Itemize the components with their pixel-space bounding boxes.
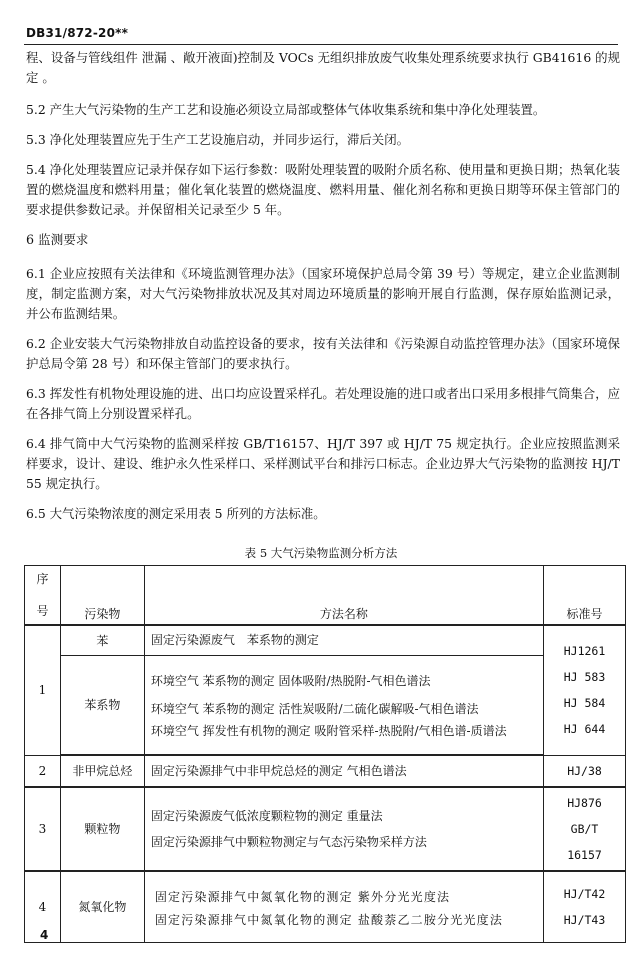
table-row (25, 755, 626, 787)
row-method (144, 755, 543, 787)
standard-code: HJ 644 (563, 722, 606, 737)
header-seq-line-1: 序 (36, 572, 49, 586)
method-line: 固定污染源废气低浓度颗粒物的测定 重量法 (150, 808, 383, 823)
method-line: 固定污染源排气中非甲烷总烃的测定 气相色谱法 (150, 763, 407, 778)
paragraph-continuation: 程、设备与管线组件 泄漏 、敞开液面)控制及 VOCs 无组织排放废气收集处理系统要求执行 GB41616 的规定 。 (26, 50, 620, 85)
row-standards (544, 871, 626, 943)
header-seq (25, 566, 61, 626)
row-standards (544, 625, 626, 755)
standard-code: HJ/T43 (563, 912, 606, 927)
monitoring-methods-table (24, 565, 626, 943)
header-standard: 标准号 (544, 566, 626, 626)
method-line: 环境空气 苯系物的测定 固体吸附/热脱附-气相色谱法 (150, 673, 431, 688)
method-line: 环境空气 苯系物的测定 活性炭吸附/二硫化碳解吸-气相色谱法 (150, 701, 479, 716)
row-pollutant: 非甲烷总烃 (60, 755, 144, 787)
header-seq-line-2: 号 (36, 604, 49, 618)
paragraph-6-3: 6.3 挥发性有机物处理设施的进、出口均应设置采样孔。若处理设施的进口或者出口采用多根排气筒集合，应在各排气筒上分别设置采样孔。 (26, 386, 620, 421)
row-seq: 1 (25, 625, 61, 755)
paragraph-6-2: 6.2 企业安装大气污染物排放自动监控设备的要求，按有关法律和《污染源自动监控管理办法》（国家环境保护总局令第 28 号）和环保主管部门的要求执行。 (26, 336, 620, 371)
document-body (26, 48, 620, 534)
row-seq: 4 (25, 871, 61, 943)
header-pollutant: 污染物 (60, 566, 144, 626)
method-line: 固定污染源排气中颗粒物测定与气态污染物采样方法 (150, 834, 427, 849)
table-row (25, 871, 626, 943)
method-line: 固定污染源废气 苯系物的测定 (150, 633, 319, 648)
row-method (144, 871, 543, 943)
method-line: 环境空气 挥发性有机物的测定 吸附管采样-热脱附/气相色谱-质谱法 (150, 723, 507, 738)
header-method: 方法名称 (144, 566, 543, 626)
method-line: 固定污染源排气中氮氧化物的测定 盐酸萘乙二胺分光光度法 (154, 912, 504, 927)
row-pollutant: 苯系物 (60, 655, 144, 755)
table-row (25, 787, 626, 871)
table-row (25, 625, 626, 655)
paragraph-5-2: 5.2 产生大气污染物的生产工艺和设施必须设立局部或整体气体收集系统和集中净化处理装置。 (26, 102, 546, 117)
standard-code: HJ1261 (563, 644, 606, 659)
table-row (25, 655, 626, 755)
paragraph-5-3: 5.3 净化处理装置应先于生产工艺设施启动，并同步运行，滞后关闭。 (26, 132, 409, 147)
paragraph-6-4: 6.4 排气筒中大气污染物的监测采样按 GB/T16157、HJ/T 397 或 HJ/T 75 规定执行。企业应按照监测采样要求，设计、建设、维护永久性采样口、采样测试平台和排污口标志。企业边界大气污染物的监测按 HJ/T 55 规定执行。 (26, 436, 620, 491)
row-seq: 3 (25, 787, 61, 871)
standard-code: HJ/T42 (563, 886, 606, 901)
row-method (144, 655, 543, 755)
table-caption: 表 5 大气污染物监测分析方法 (244, 546, 398, 560)
row-pollutant: 颗粒物 (60, 787, 144, 871)
row-pollutant: 氮氧化物 (60, 871, 144, 943)
standard-code: HJ/38 (567, 763, 602, 778)
method-line: 固定污染源排气中氮氧化物的测定 紫外分光光度法 (154, 889, 451, 904)
row-pollutant: 苯 (60, 625, 144, 655)
section-heading-6: 6 监测要求 (26, 232, 89, 247)
standard-code: HJ 583 (563, 670, 606, 685)
standard-code: HJ 584 (563, 696, 606, 711)
row-standards (544, 755, 626, 787)
standard-code: GB/T 16157 (567, 821, 602, 862)
page-number: 4 (40, 928, 49, 942)
header-divider (24, 44, 618, 45)
row-seq: 2 (25, 755, 61, 787)
document-id-header: DB31/872-20** (26, 26, 129, 40)
paragraph-6-5: 6.5 大气污染物浓度的测定采用表 5 所列的方法标准。 (26, 506, 326, 521)
row-method (144, 625, 543, 655)
paragraph-6-1: 6.1 企业应按照有关法律和《环境监测管理办法》（国家环境保护总局令第 39 号）等规定，建立企业监测制度，制定监测方案，对大气污染物排放状况及其对周边环境质量的影响开展自行监测，保存原始监测记录，并公布监测结果。 (26, 266, 620, 321)
paragraph-5-4: 5.4 净化处理装置应记录并保存如下运行参数：吸附处理装置的吸附介质名称、使用量和更换日期；热氧化装置的燃烧温度和燃料用量；催化氧化装置的燃烧温度、燃料用量、催化剂名称和更换日期等环保主管部门的要求提供参数记录。并保留相关记录至少 5 年。 (26, 162, 620, 217)
row-method (144, 787, 543, 871)
table-header-row (25, 566, 626, 626)
row-standards (544, 787, 626, 871)
standard-code: HJ876 (567, 795, 602, 810)
